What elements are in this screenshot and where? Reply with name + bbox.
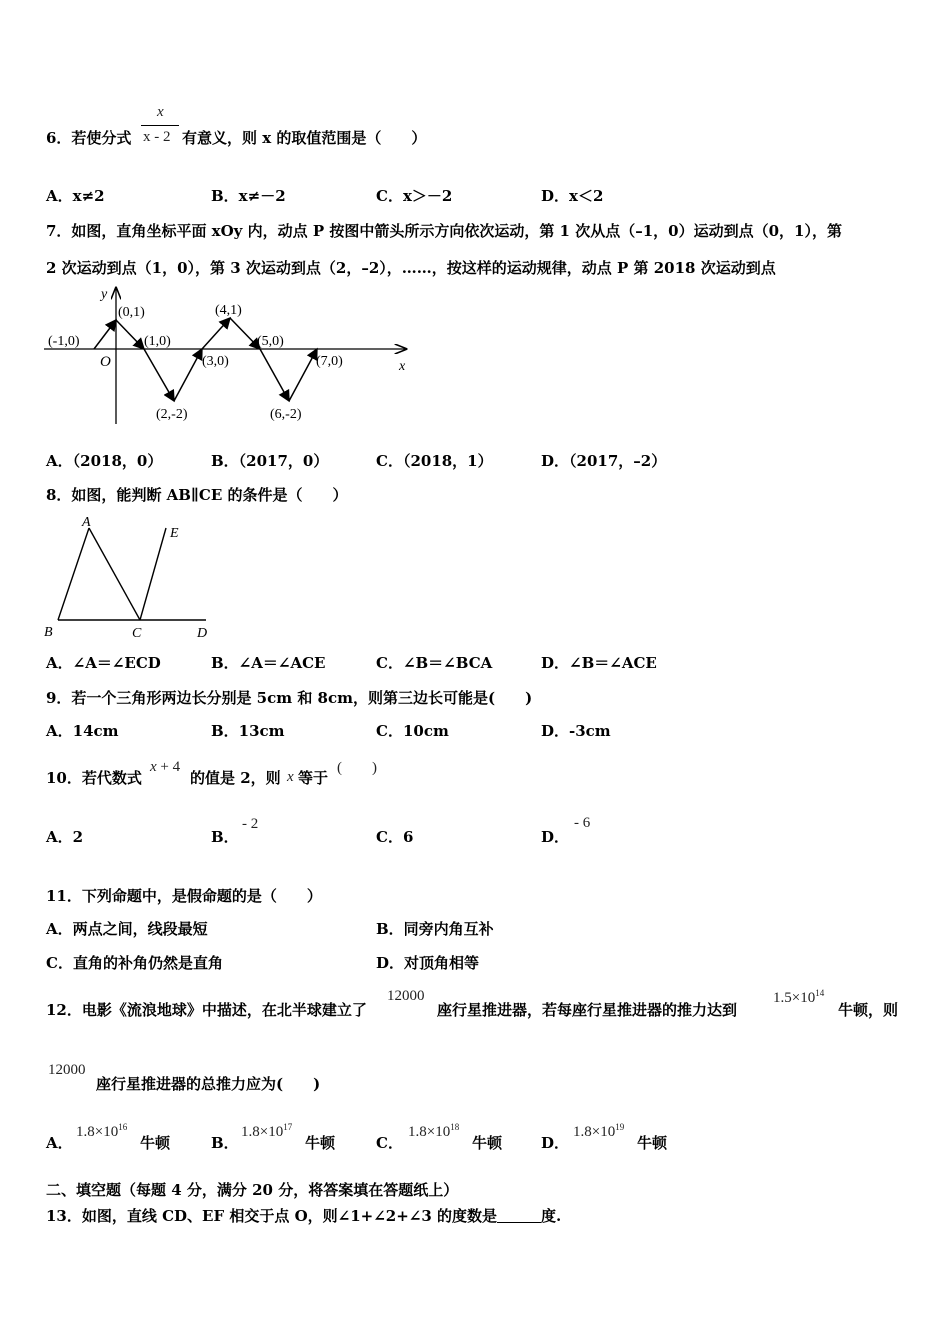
q8-option-a[interactable]: A．∠A＝∠ECD (46, 654, 161, 672)
q7-point-label-8: (6,-2) (270, 407, 302, 422)
q13-stem: 13．如图，直线 CD、EF 相交于点 O，则∠1+∠2+∠3 的度数是 度. (46, 1207, 562, 1225)
q6-fraction-numerator: x (157, 104, 164, 120)
q7-point-label-3: (1,0) (144, 334, 171, 349)
q12-number-12000-b: 12000 (48, 1062, 86, 1078)
q7-option-a[interactable]: A．（2018，0） (46, 452, 163, 470)
q8-triangle-figure (40, 512, 220, 642)
q10-option-d-math: - 6 (574, 815, 591, 831)
q7-coordinate-figure (44, 284, 414, 429)
q7-path-segment-3 (144, 349, 174, 401)
q7-y-axis-label: y (101, 287, 108, 302)
q8-label-b: B (44, 625, 53, 640)
q10-expression: x + 4 (150, 759, 181, 775)
q12-option-c[interactable]: C． (376, 1134, 403, 1152)
q11-option-b[interactable]: B．同旁内角互补 (376, 920, 494, 938)
q8-line-ce (140, 528, 166, 620)
q9-option-c[interactable]: C．10cm (376, 722, 449, 740)
q8-option-d[interactable]: D．∠B＝∠ACE (541, 654, 657, 672)
q10-option-c[interactable]: C．6 (376, 828, 414, 846)
q9-stem: 9．若一个三角形两边长分别是 5cm 和 8cm，则第三边长可能是( ) (46, 689, 533, 707)
q12-option-d-value: $1.8\times 10^{19}$ (573, 1122, 625, 1140)
q6-fraction-denominator: x - 2 (143, 129, 171, 145)
q9-option-d[interactable]: D．-3cm (541, 722, 611, 740)
q13-answer-blank[interactable] (497, 1208, 541, 1223)
q7-point-label-7: (5,0) (257, 334, 284, 349)
q8-label-c: C (132, 626, 142, 641)
q12-number-12000-a: 12000 (387, 988, 425, 1004)
q8-line-ab (58, 528, 89, 620)
q12-text-1: 12．电影《流浪地球》中描述，在北半球建立了 (46, 1001, 367, 1019)
q10-text-mid: 的值是 2，则 (190, 769, 281, 787)
q7-x-axis-label: x (399, 359, 406, 374)
q11-option-d[interactable]: D．对顶角相等 (376, 954, 480, 972)
q7-path-segment-8 (289, 349, 317, 401)
q12-option-d[interactable]: D． (541, 1134, 570, 1152)
q6-option-b[interactable]: B．x≠－2 (211, 187, 286, 205)
q7-origin-label: O (100, 354, 111, 370)
q10-option-a[interactable]: A．2 (46, 828, 84, 846)
q6-fraction-bar (141, 125, 179, 126)
q11-option-a[interactable]: A．两点之间，线段最短 (46, 920, 208, 938)
q12-option-a-unit: 牛顿 (140, 1134, 171, 1152)
q12-option-d-unit: 牛顿 (637, 1134, 668, 1152)
q12-text-4: 座行星推进器的总推力应为( ) (96, 1075, 321, 1093)
q7-point-label-9: (7,0) (316, 354, 343, 369)
q7-stem-line2: 2 次运动到点（1，0），第 3 次运动到点（2，–2），……，按这样的运动规律，动点 P 第 2018 次运动到点 (46, 259, 776, 277)
q6-text-after: 有意义，则 x 的取值范围是（ ） (182, 129, 427, 147)
q7-point-label-4: (2,-2) (156, 407, 188, 422)
q10-variable: x (287, 769, 294, 785)
q7-option-c[interactable]: C．（2018，1） (376, 452, 493, 470)
q8-line-ac (89, 528, 140, 620)
q10-option-b[interactable]: B． (211, 828, 239, 846)
q12-text-2: 座行星推进器，若每座行星推进器的推力达到 (437, 1001, 738, 1019)
q8-option-c[interactable]: C．∠B＝∠BCA (376, 654, 493, 672)
q10-answer-paren: ( ) (337, 760, 377, 776)
q12-force-value: $1.5\times 10^{14}$ (773, 988, 825, 1006)
q12-option-c-value: $1.8\times 10^{18}$ (408, 1122, 460, 1140)
q7-path-segment-7 (260, 349, 289, 401)
q10-option-b-math: - 2 (242, 816, 259, 832)
q6-option-c[interactable]: C．x＞－2 (376, 187, 453, 205)
q7-path-segment-4 (174, 349, 202, 401)
q7-option-d[interactable]: D．（2017，–2） (541, 452, 667, 470)
q7-point-label-5: (3,0) (202, 354, 229, 369)
q7-point-label-2: (0,1) (118, 305, 145, 320)
q8-option-b[interactable]: B．∠A＝∠ACE (211, 654, 326, 672)
q8-label-d: D (197, 626, 208, 641)
q7-path-segment-2 (116, 320, 144, 349)
q7-path-segment-6 (230, 318, 260, 349)
q9-option-b[interactable]: B．13cm (211, 722, 285, 740)
q9-option-a[interactable]: A．14cm (46, 722, 119, 740)
q7-stem-line1: 7．如图，直角坐标平面 xOy 内，动点 P 按图中箭头所示方向依次运动，第 1 次从点（–1，0）运动到点（0，1），第 (46, 222, 842, 240)
q12-option-b-value: $1.8\times 10^{17}$ (241, 1122, 293, 1140)
section-2-title: 二、填空题（每题 4 分，满分 20 分，将答案填在答题纸上） (46, 1181, 459, 1199)
q6-option-d[interactable]: D．x＜2 (541, 187, 604, 205)
q8-stem: 8．如图，能判断 AB∥CE 的条件是（ ） (46, 486, 348, 504)
q8-label-a: A (82, 515, 91, 530)
q12-option-b-unit: 牛顿 (305, 1134, 336, 1152)
q12-text-3: 牛顿，则 (838, 1001, 899, 1019)
q10-option-d[interactable]: D． (541, 828, 570, 846)
q10-text-after: 等于 (298, 769, 329, 787)
q7-path-segment-5 (202, 318, 230, 349)
q7-path-segment-1 (94, 320, 116, 349)
q11-stem: 11．下列命题中，是假命题的是（ ） (46, 887, 322, 905)
q7-point-label-6: (4,1) (215, 303, 242, 318)
q12-option-a-value: $1.8\times 10^{16}$ (76, 1122, 128, 1140)
q10-text-before: 10．若代数式 (46, 769, 142, 787)
q12-option-c-unit: 牛顿 (472, 1134, 503, 1152)
q12-option-b[interactable]: B． (211, 1134, 239, 1152)
q11-option-c[interactable]: C．直角的补角仍然是直角 (46, 954, 223, 972)
q8-label-e: E (170, 526, 179, 541)
q12-option-a[interactable]: A． (46, 1134, 73, 1152)
q7-point-label-1: (-1,0) (48, 334, 80, 349)
q7-option-b[interactable]: B．（2017，0） (211, 452, 329, 470)
q6-text-before: 6．若使分式 (46, 129, 132, 147)
q6-option-a[interactable]: A．x≠2 (46, 187, 105, 205)
